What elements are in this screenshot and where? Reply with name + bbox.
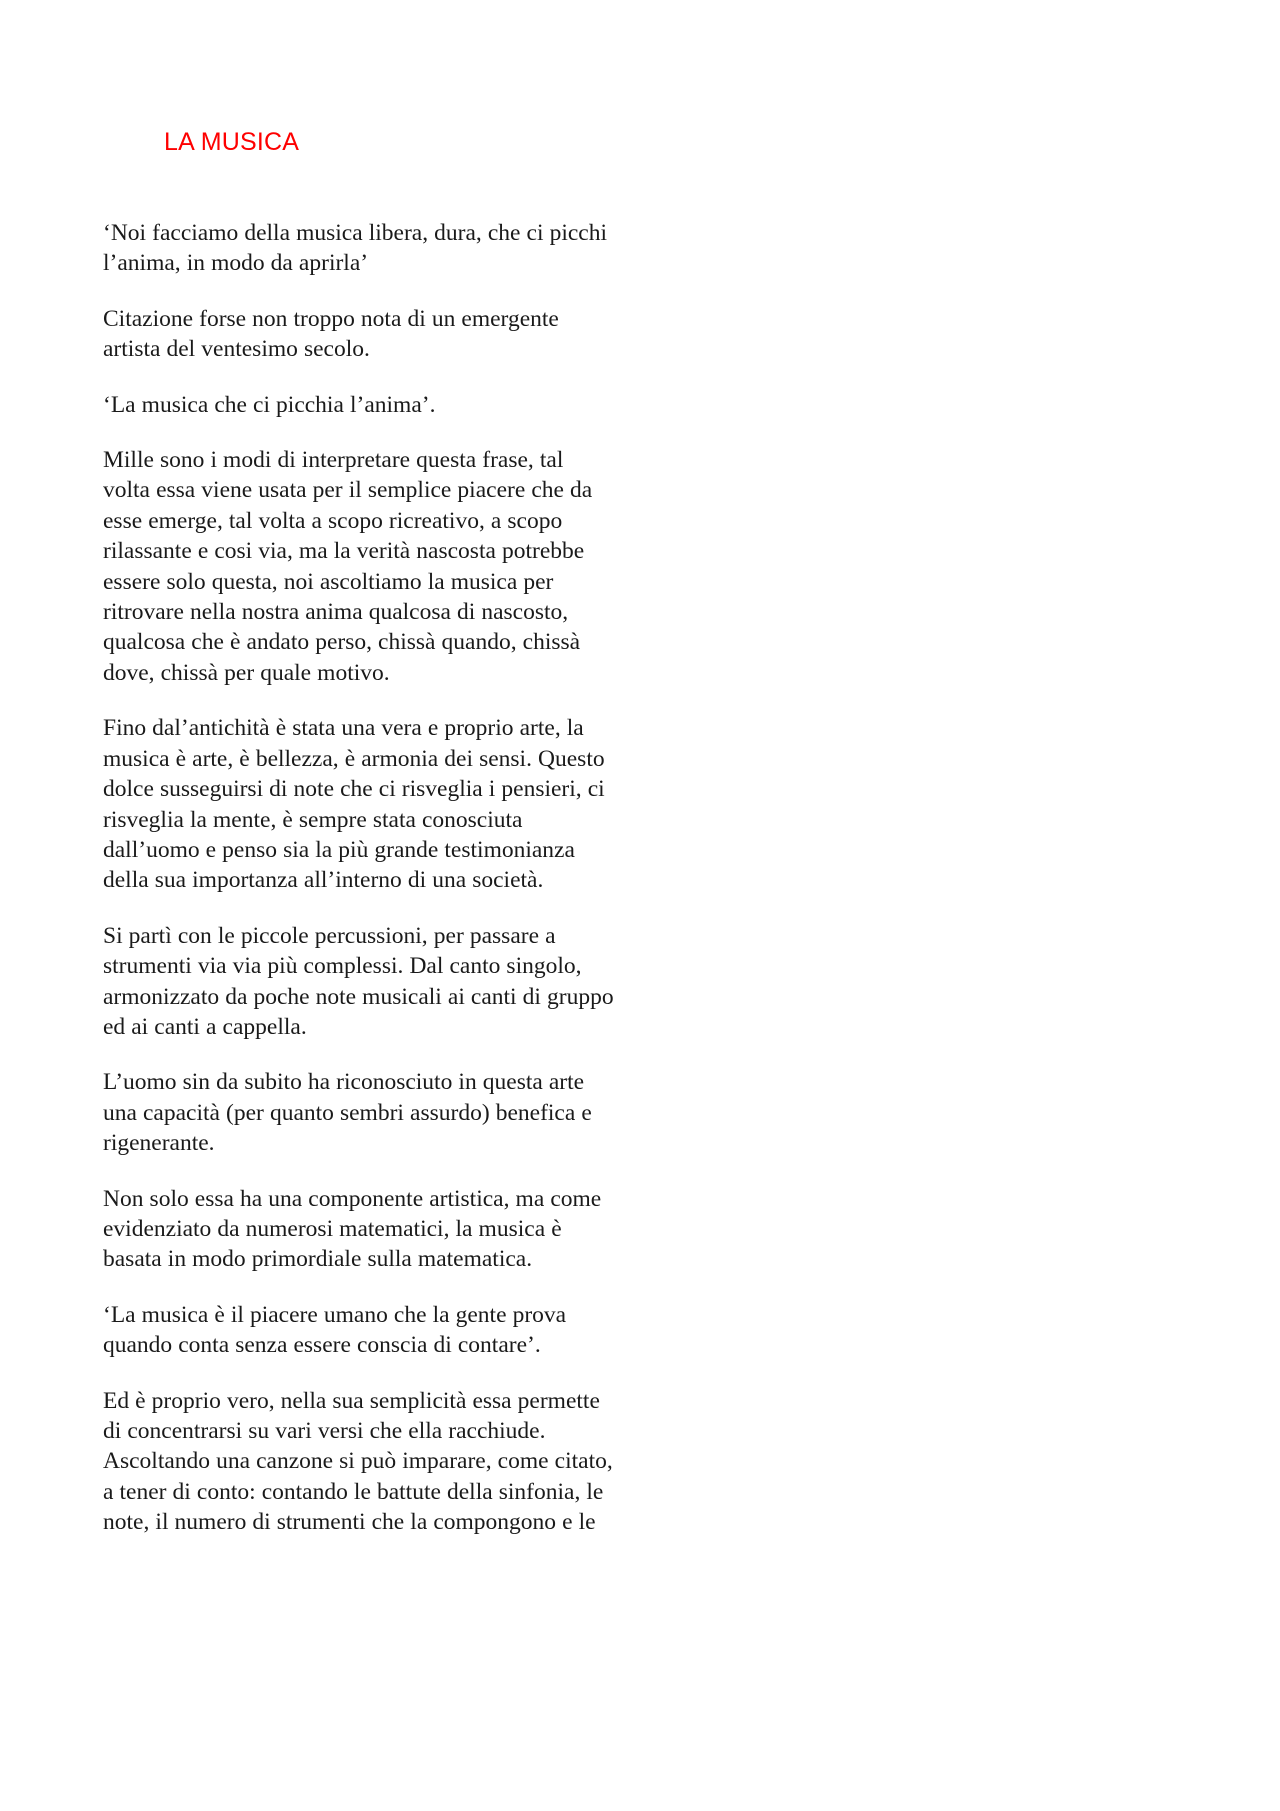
text-line: Si partì con le piccole percussioni, per passare a (103, 922, 556, 949)
text-line: artista del ventesimo secolo. (103, 336, 370, 363)
paragraph-citazione (103, 304, 803, 365)
text-line: evidenziato da numerosi matematici, la musica è (103, 1215, 562, 1242)
text-line: l’anima, in modo da aprirla’ (103, 250, 369, 277)
text-line: essere solo questa, noi ascoltiamo la musica per (103, 568, 554, 595)
body-text-block (103, 218, 803, 1538)
paragraph-fino-antichita (103, 713, 803, 895)
text-line: note, il numero di strumenti che la compongono e le (103, 1509, 596, 1536)
text-line: a tener di conto: contando le battute della sinfonia, le (103, 1478, 604, 1505)
paragraph-non-solo-essa (103, 1184, 803, 1275)
text-line: Mille sono i modi di interpretare questa frase, tal (103, 447, 564, 474)
paragraph-mille-modi (103, 445, 803, 688)
text-line: dolce susseguirsi di note che ci risveglia i pensieri, ci (103, 776, 605, 803)
text-line: dove, chissà per quale motivo. (103, 659, 390, 686)
text-line: ‘La musica che ci picchia l’anima’. (103, 391, 436, 418)
text-line: musica è arte, è bellezza, è armonia dei sensi. Questo (103, 745, 605, 772)
text-line: strumenti via via più complessi. Dal canto singolo, (103, 953, 582, 980)
paragraph-ed-e-proprio-vero (103, 1386, 803, 1538)
text-line: Ed è proprio vero, nella sua semplicità essa permette (103, 1387, 600, 1414)
text-line: esse emerge, tal volta a scopo ricreativo, a scopo (103, 507, 563, 534)
text-line: della sua importanza all’interno di una società. (103, 867, 544, 894)
text-line: qualcosa che è andato perso, chissà quando, chissà (103, 629, 581, 656)
text-line: ‘Noi facciamo della musica libera, dura, che ci picchi (103, 220, 608, 246)
text-line: L’uomo sin da subito ha riconosciuto in questa arte (103, 1069, 585, 1096)
text-line: di concentrarsi su vari versi che ella racchiude. (103, 1418, 546, 1444)
text-line: Non solo essa ha una componente artistica, ma come (103, 1185, 602, 1212)
text-line: volta essa viene usata per il semplice piacere che da (103, 477, 593, 504)
text-line: dall’uomo e penso sia la più grande testimonianza (103, 836, 575, 863)
text-line: una capacità (per quanto sembri assurdo) benefica e (103, 1099, 592, 1126)
paragraph-luomo-sin-da-subito (103, 1067, 803, 1158)
text-line: rigenerante. (103, 1130, 215, 1157)
text-line: ed ai canti a cappella. (103, 1013, 307, 1040)
paragraph-quote-piacere-umano (103, 1300, 803, 1361)
text-line: Ascoltando una canzone si può imparare, come citato, (103, 1448, 613, 1475)
text-line: quando conta senza essere conscia di contare’. (103, 1332, 541, 1359)
paragraph-quote-opening (103, 218, 803, 279)
paragraph-si-parti (103, 921, 803, 1043)
text-line: ‘La musica è il piacere umano che la gente prova (103, 1301, 567, 1328)
text-line: basata in modo primordiale sulla matematica. (103, 1246, 533, 1273)
text-line: risveglia la mente, è sempre stata conosciuta (103, 806, 523, 833)
text-line: Citazione forse non troppo nota di un emergente (103, 305, 559, 332)
paragraph-quote-short (103, 390, 803, 420)
text-line: Fino dal’antichità è stata una vera e proprio arte, la (103, 715, 584, 742)
text-line: armonizzato da poche note musicali ai canti di gruppo (103, 983, 614, 1010)
page-title: LA MUSICA (164, 128, 300, 156)
text-line: rilassante e cosi via, ma la verità nascosta potrebbe (103, 538, 585, 565)
text-line: ritrovare nella nostra anima qualcosa di nascosto, (103, 599, 569, 626)
